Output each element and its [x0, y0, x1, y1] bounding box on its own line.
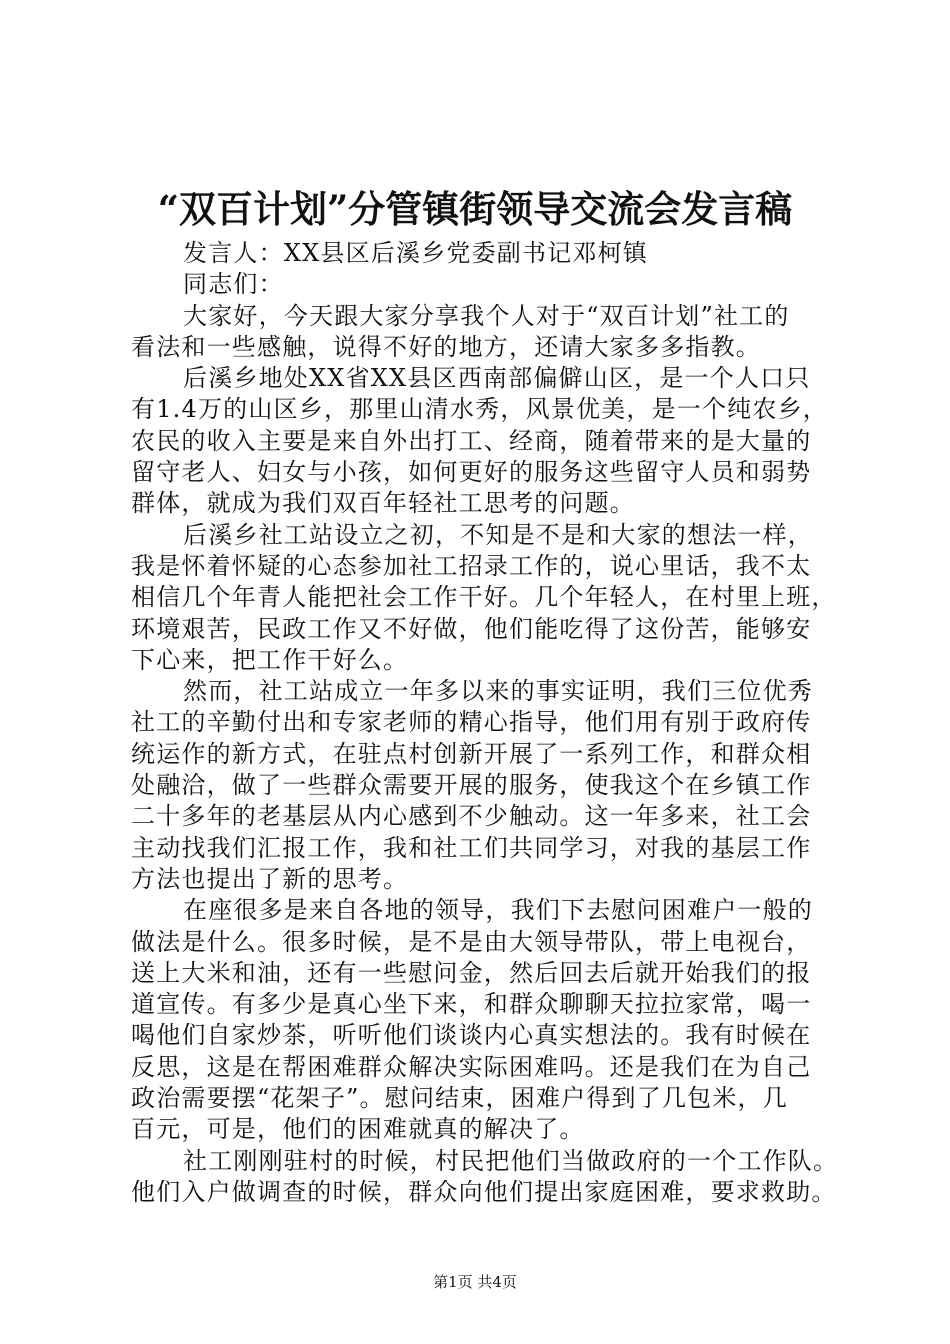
body-line: 有1.4万的山区乡，那里山清水秀，风景优美，是一个纯农乡，	[131, 395, 828, 424]
speaker-line: 发言人：XX县区后溪乡党委副书记邓柯镇	[183, 239, 648, 267]
body-line: 看法和一些感触，说得不好的地方，还请大家多多指教。	[131, 332, 761, 361]
body-line: 后溪乡地处XX省XX县区西南部偏僻山区，是一个人口只	[183, 364, 811, 393]
body-line: 二十多年的老基层从内心感到不少触动。这一年多来，社工会	[131, 802, 812, 831]
body-line: 他们入户做调查的时候，群众向他们提出家庭困难，要求救助。	[131, 1177, 837, 1206]
body-line: 政治需要摆“花架子”。慰问结束，困难户得到了几包米，几	[131, 1084, 788, 1113]
body-line: 留守老人、妇女与小孩，如何更好的服务这些留守人员和弱势	[131, 458, 812, 487]
document-title: “双百计划”分管镇街领导交流会发言稿	[157, 187, 793, 231]
body-line: 主动找我们汇报工作，我和社工们共同学习，对我的基层工作	[131, 833, 812, 862]
body-line: 我是怀着怀疑的心态参加社工招录工作的，说心里话，我不太	[131, 551, 812, 580]
salutation-line: 同志们：	[183, 270, 284, 299]
body-line: 喝他们自家炒茶，听听他们谈谈内心真实想法的。我有时候在	[131, 1021, 812, 1050]
body-line: 农民的收入主要是来自外出打工、经商，随着带来的是大量的	[131, 426, 812, 455]
page-footer: 第1页 共4页	[433, 1273, 517, 1291]
body-line: 统运作的新方式，在驻点村创新开展了一系列工作，和群众相	[131, 739, 812, 768]
body-line: 下心来，把工作干好么。	[131, 645, 409, 674]
body-line: 相信几个年青人能把社会工作干好。几个年轻人，在村里上班，	[131, 583, 837, 612]
body-line: 社工刚刚驻村的时候，村民把他们当做政府的一个工作队。	[183, 1146, 839, 1175]
body-line: 群体，就成为我们双百年轻社工思考的问题。	[131, 489, 635, 518]
body-line: 处融洽，做了一些群众需要开展的服务，使我这个在乡镇工作	[131, 771, 812, 800]
body-line: 反思，这是在帮困难群众解决实际困难吗。还是我们在为自己	[131, 1052, 812, 1081]
body-line: 送上大米和油，还有一些慰问金，然后回去后就开始我们的报	[131, 958, 812, 987]
body-line: 做法是什么。很多时候，是不是由大领导带队，带上电视台，	[131, 927, 812, 956]
body-line: 大家好，今天跟大家分享我个人对于“双百计划”社工的	[183, 301, 790, 330]
body-line: 环境艰苦，民政工作又不好做，他们能吃得了这份苦，能够安	[131, 614, 812, 643]
body-line: 道宣传。有多少是真心坐下来，和群众聊聊天拉拉家常，喝一	[131, 990, 812, 1019]
body-line: 方法也提出了新的思考。	[131, 864, 409, 893]
body-line: 后溪乡社工站设立之初，不知是不是和大家的想法一样，	[183, 520, 813, 549]
body-line: 百元，可是，他们的困难就真的解决了。	[131, 1115, 585, 1144]
document-body	[131, 238, 839, 1208]
body-line: 社工的辛勤付出和专家老师的精心指导，他们用有别于政府传	[131, 708, 812, 737]
body-line: 在座很多是来自各地的领导，我们下去慰问困难户一般的	[183, 896, 813, 925]
body-line: 然而，社工站成立一年多以来的事实证明，我们三位优秀	[183, 677, 813, 706]
